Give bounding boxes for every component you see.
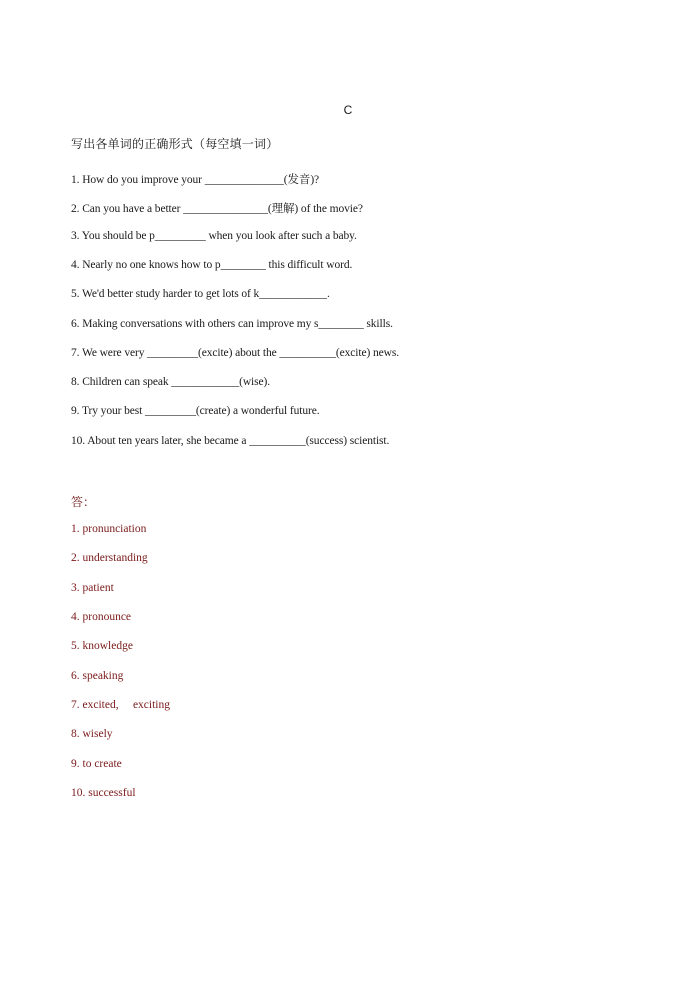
answer-10: 10. successful: [71, 787, 136, 799]
answer-5: 5. knowledge: [71, 640, 133, 652]
question-9: 9. Try your best _________(create) a wonderful future.: [71, 405, 320, 417]
answer-9: 9. to create: [71, 758, 122, 770]
answer-8: 8. wisely: [71, 728, 113, 740]
section-title: C: [343, 103, 353, 117]
answer-3: 3. patient: [71, 582, 114, 594]
question-1: 1. How do you improve your ______________(发音)?: [71, 174, 320, 186]
question-8: 8. Children can speak ____________(wise).: [71, 376, 271, 388]
question-4: 4. Nearly no one knows how to p________ this difficult word.: [71, 259, 353, 271]
answer-6: 6. speaking: [71, 670, 124, 682]
answer-2: 2. understanding: [71, 552, 148, 564]
question-2: 2. Can you have a better _______________(理解) of the movie?: [71, 203, 363, 215]
question-10: 10. About ten years later, she became a __________(success) scientist.: [71, 435, 390, 447]
answer-4: 4. pronounce: [71, 611, 132, 623]
question-6: 6. Making conversations with others can improve my s________ skills.: [71, 318, 393, 330]
question-7: 7. We were very _________(excite) about the __________(excite) news.: [71, 347, 400, 359]
question-3: 3. You should be p_________ when you look after such a baby.: [71, 230, 357, 242]
instruction-text: 写出各单词的正确形式（每空填一词）: [71, 137, 279, 151]
answer-1: 1. pronunciation: [71, 523, 147, 535]
answer-label: 答：: [71, 495, 96, 509]
question-5: 5. We'd better study harder to get lots of k____________.: [71, 288, 330, 300]
answer-7: 7. excited, exciting: [71, 699, 170, 711]
